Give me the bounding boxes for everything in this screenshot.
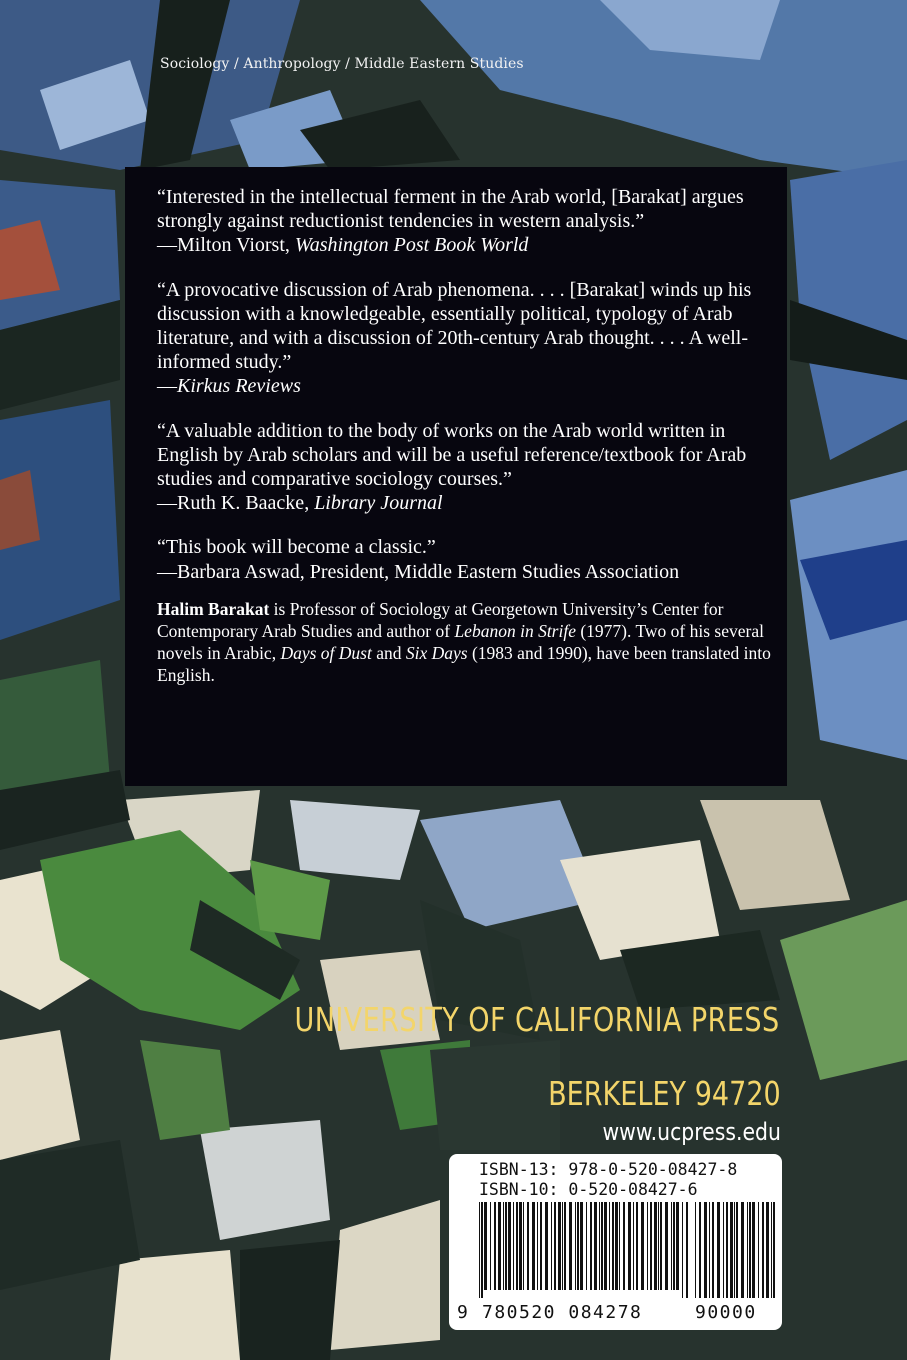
barcode-bar [749, 1202, 751, 1298]
barcode-bar [551, 1202, 552, 1290]
review-blurb-panel [125, 167, 787, 786]
barcode-bar [641, 1202, 644, 1290]
barcode-bar [569, 1202, 572, 1290]
barcode-bar [673, 1202, 675, 1290]
attribution-source: Library Journal [314, 492, 443, 515]
barcode-bar [516, 1202, 518, 1290]
isbn-13: ISBN-13: 978-0-520-08427-8 [479, 1160, 738, 1179]
barcode-bar [523, 1202, 524, 1290]
barcode-bar [527, 1202, 529, 1290]
bio-text: (1977). Two of his several novels in Arabic, [157, 620, 764, 663]
attribution-author: —Milton Viorst, [157, 234, 295, 257]
barcode-bar [599, 1202, 600, 1290]
barcode-bar [712, 1202, 714, 1298]
barcode-bar [758, 1202, 759, 1298]
barcode-bar [532, 1202, 535, 1290]
barcode-bar [601, 1202, 603, 1290]
quote-attribution [157, 374, 775, 398]
barcode-bar [736, 1202, 738, 1298]
barcode-bar [479, 1202, 480, 1298]
barcode-bar [615, 1202, 618, 1290]
barcode-bar [734, 1202, 735, 1298]
barcode-bar [747, 1202, 748, 1298]
barcode-bar [594, 1202, 597, 1290]
attribution-source: Kirkus Reviews [177, 375, 301, 398]
barcode-bar [503, 1202, 504, 1290]
barcode-addon-digits: 90000 [695, 1302, 757, 1323]
barcode-bar [619, 1202, 620, 1290]
barcode-bar [623, 1202, 625, 1290]
quote-text: “A provocative discussion of Arab phenomena. . . . [Barakat] winds up his discussion with a knowledgeable, essentially political, typology of Arab literature, and with a discussion of 20th-century Arab thought. . . . A well-informed study.” [157, 278, 752, 374]
attribution-source: Washington Post Book World [294, 234, 529, 257]
book-title: Days of Dust [280, 642, 372, 663]
barcode-bar [508, 1202, 511, 1290]
barcode-first-digit: 9 [457, 1302, 468, 1323]
barcode-bars [449, 1202, 782, 1302]
barcode-bar [773, 1202, 775, 1298]
barcode-bar [490, 1202, 491, 1290]
barcode-bar [519, 1202, 522, 1290]
barcode-bar [665, 1202, 668, 1290]
quote-text: “A valuable addition to the body of works on the Arab world written in English by Arab scholars and will be a useful reference/textbook for Arab studies and comparative sociology courses.” [157, 419, 747, 491]
barcode-bar [762, 1202, 764, 1298]
quote-attribution [157, 491, 775, 515]
barcode-bar [484, 1202, 487, 1290]
barcode-bar [766, 1202, 769, 1298]
barcode-bar [676, 1202, 679, 1290]
barcode-bar [636, 1202, 638, 1290]
barcode-bar [513, 1202, 514, 1290]
review-quote-1 [157, 185, 775, 258]
author-bio [157, 598, 775, 686]
barcode-bar [658, 1202, 659, 1290]
review-quote-3 [157, 419, 775, 516]
barcode-bar [481, 1202, 483, 1298]
attribution-author: — [157, 375, 177, 398]
barcode-bar [686, 1202, 688, 1298]
barcode-bar [771, 1202, 772, 1298]
barcode-bar [575, 1202, 576, 1290]
quote-text: “Interested in the intellectual ferment in the Arab world, [Barakat] argues strongly against reductionist tendencies in western analysis.” [157, 186, 744, 233]
barcode-bar [650, 1202, 652, 1290]
barcode-bar [537, 1202, 538, 1290]
barcode-bar [704, 1202, 707, 1298]
barcode-bar [741, 1202, 744, 1298]
isbn-10: ISBN-10: 0-520-08427-6 [479, 1180, 698, 1199]
book-title: Six Days [405, 642, 468, 663]
author-name: Halim Barakat [157, 598, 270, 619]
subject-category: Sociology / Anthropology / Middle Eastern Studies [160, 56, 524, 72]
barcode-bar [723, 1202, 724, 1298]
barcode-bar [540, 1202, 542, 1290]
barcode-bar [660, 1202, 662, 1290]
barcode-bar [699, 1202, 701, 1298]
barcode-bar [609, 1202, 610, 1290]
barcode-bar [682, 1202, 683, 1298]
isbn-barcode [449, 1154, 782, 1330]
review-quote-4 [157, 535, 775, 583]
barcode-bar [717, 1202, 720, 1298]
barcode-bar [558, 1202, 561, 1290]
barcode-bar [726, 1202, 728, 1298]
quote-text: “This book will become a classic.” [157, 536, 436, 559]
barcode-bar [628, 1202, 631, 1290]
barcode-bar [586, 1202, 587, 1290]
publisher-url: www.ucpress.edu [602, 1118, 781, 1146]
barcode-bar [730, 1202, 733, 1298]
barcode-bar [564, 1202, 566, 1290]
barcode-bar [494, 1202, 496, 1290]
barcode-bar [545, 1202, 548, 1290]
barcode-main-digits: 780520 084278 [482, 1302, 643, 1323]
book-title: Lebanon in Strife [454, 620, 576, 641]
bio-text: and [371, 642, 406, 663]
barcode-bar [590, 1202, 592, 1290]
barcode-bar [554, 1202, 556, 1290]
barcode-bar [612, 1202, 614, 1290]
barcode-bar [695, 1202, 696, 1298]
barcode-bar [647, 1202, 648, 1290]
review-quote-2 [157, 278, 775, 399]
attribution-author: —Ruth K. Baacke, [157, 492, 315, 515]
barcode-bar [505, 1202, 507, 1290]
publisher-city: BERKELEY 94720 [548, 1074, 781, 1113]
barcode-bar [604, 1202, 607, 1290]
barcode-bar [562, 1202, 563, 1290]
publisher-name: UNIVERSITY OF CALIFORNIA PRESS [294, 1000, 780, 1039]
barcode-bar [752, 1202, 755, 1298]
quote-attribution [157, 233, 775, 257]
quote-attribution [157, 560, 775, 584]
bio-text: is Professor of Sociology at Georgetown University’s Center for Contemporary Arab Studies and author of [157, 598, 724, 641]
barcode-bar [577, 1202, 579, 1290]
barcode-bar [580, 1202, 583, 1290]
bio-text: (1983 and 1990), have been translated into English. [157, 642, 771, 685]
barcode-bar [654, 1202, 657, 1290]
barcode-bar [671, 1202, 672, 1290]
barcode-bar [498, 1202, 501, 1290]
attribution-author: —Barbara Aswad, President, Middle Eastern Studies Association [157, 560, 680, 583]
barcode-bar [709, 1202, 710, 1298]
barcode-bar [633, 1202, 634, 1290]
